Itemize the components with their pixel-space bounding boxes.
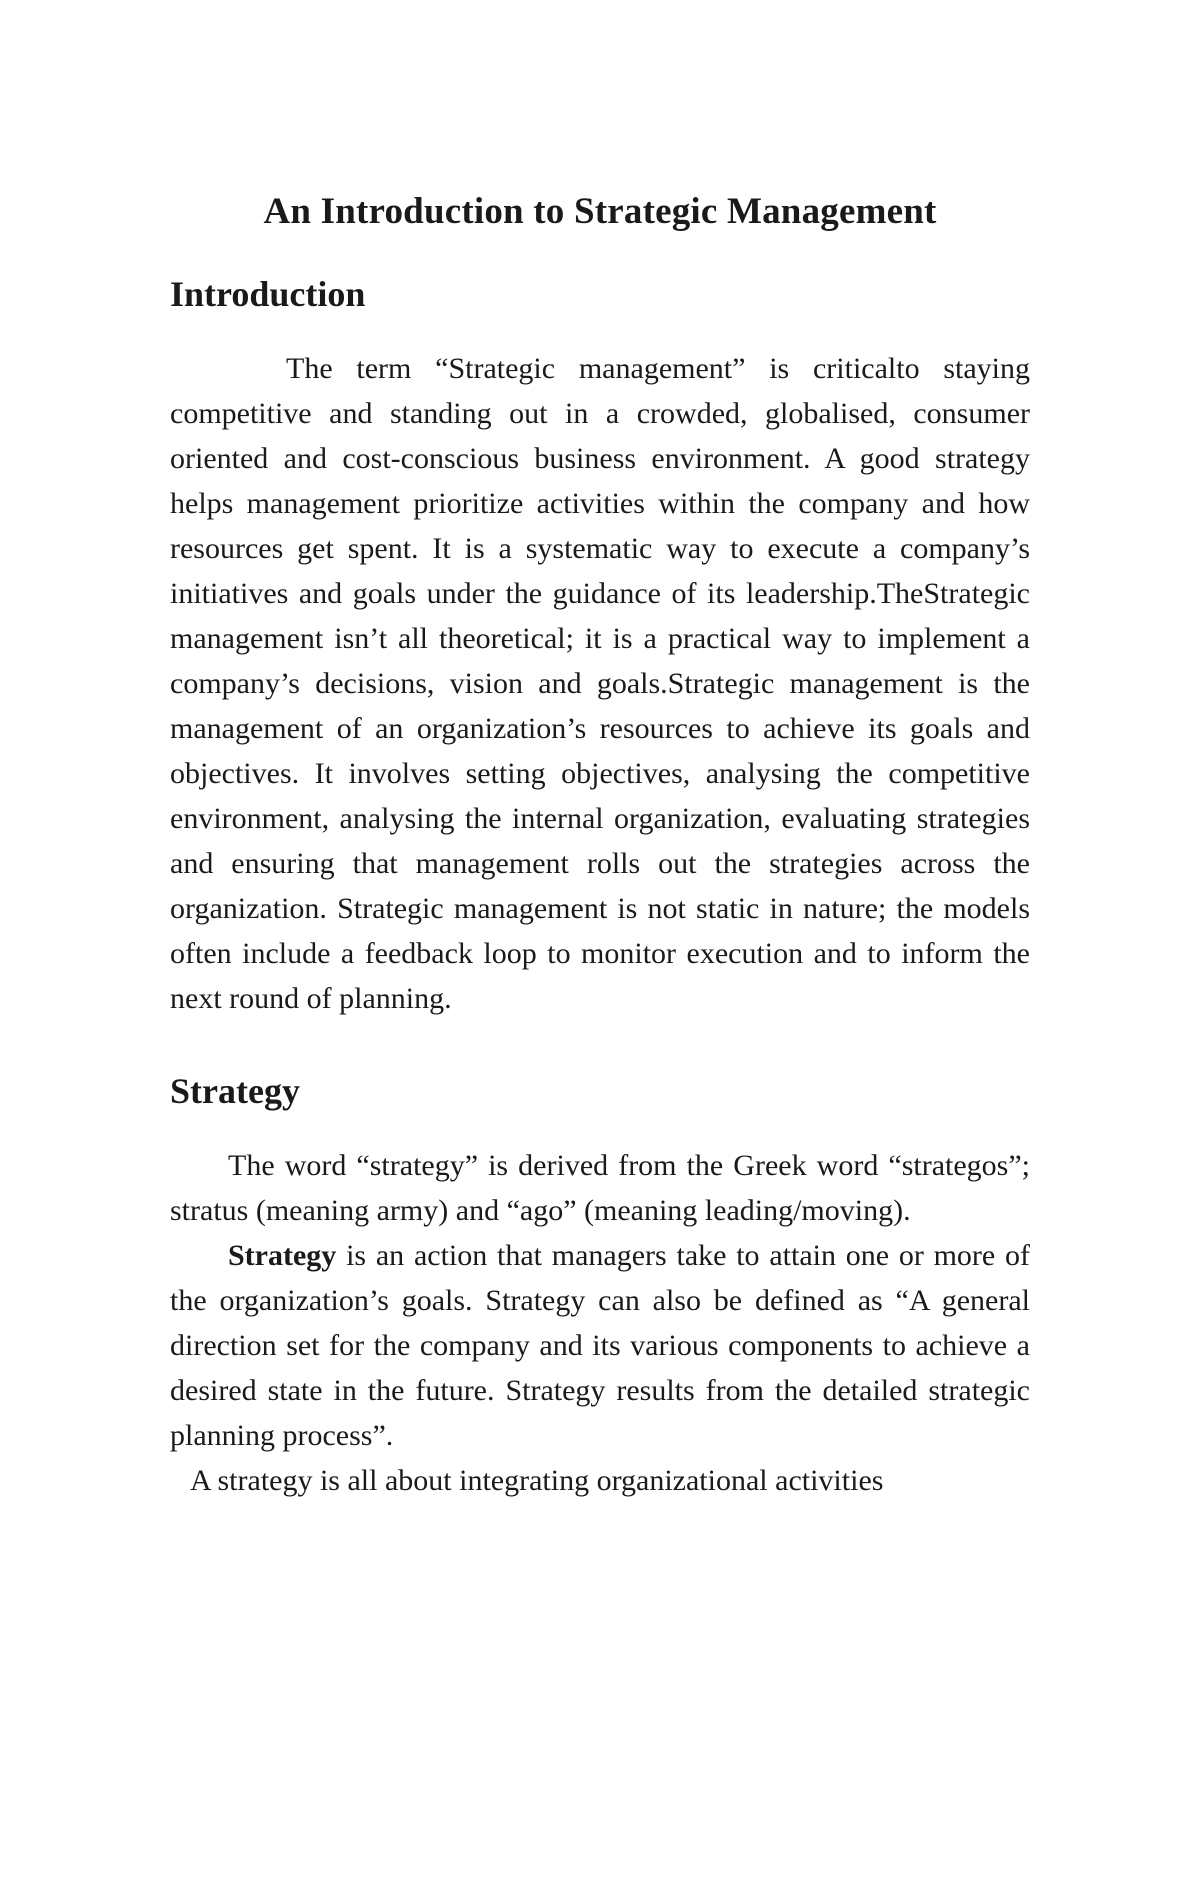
strategy-etymology-paragraph: The word “strategy” is derived from the Greek word “strategos”; stratus (meaning army) and “ago” (meaning leading/moving). <box>170 1149 1030 1227</box>
strategy-integration-paragraph: A strategy is all about integrating organizational activities <box>190 1464 884 1497</box>
document-title: An Introduction to Strategic Management <box>263 191 937 232</box>
document-page <box>170 170 1030 1503</box>
section-heading-introduction: Introduction <box>170 274 366 314</box>
strategy-bold-term: Strategy <box>228 1239 337 1272</box>
section-heading-strategy: Strategy <box>170 1071 300 1111</box>
strategy-definition-text: is an action that managers take to attain one or more of the organization’s goals. Strategy can also be defined as “A general direction set for the company and its various components to achieve a desired state in the future. Strategy results from the detailed strategic planning process”. <box>170 1239 1030 1452</box>
strategy-definition-paragraph <box>170 1233 1030 1458</box>
introduction-paragraph: The term “Strategic management” is criticalto staying competitive and standing out in a crowded, globalised, consumer oriented and cost-conscious business environment. A good strategy helps management prioritize activities within the company and how resources get spent. It is a systematic way to execute a company’s initiatives and goals under the guidance of its leadership.TheStrategic management isn’t all theoretical; it is a practical way to implement a company’s decisions, vision and goals.Strategic management is the management of an organization’s resources to achieve its goals and objectives. It involves setting objectives, analysing the competitive environment, analysing the internal organization, evaluating strategies and ensuring that management rolls out the strategies across the organization. Strategic management is not static in nature; the models often include a feedback loop to monitor execution and to inform the next round of planning. <box>170 352 1030 1015</box>
